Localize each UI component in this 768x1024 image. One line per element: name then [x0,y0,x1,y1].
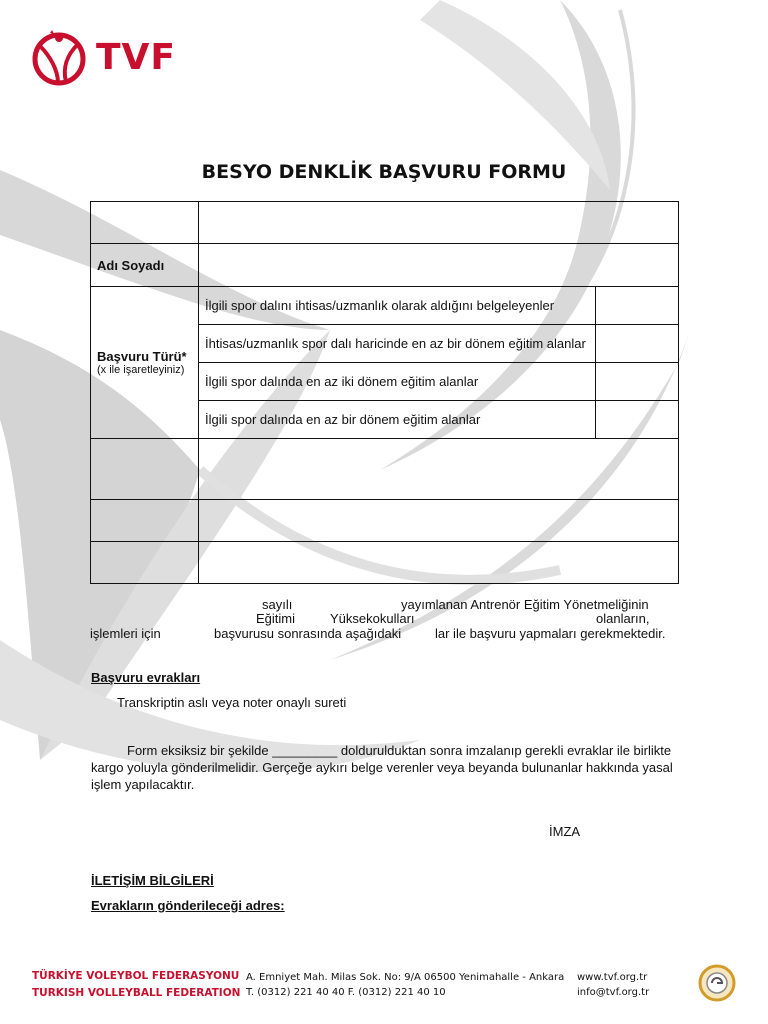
form-input-cell[interactable] [199,439,679,500]
form-cell-empty [91,542,199,584]
org-name-tr: TÜRKİYE VOLEYBOL FEDERASYONU [32,970,240,982]
option-checkbox-cell[interactable] [596,287,679,325]
form-input-cell[interactable] [199,202,679,244]
option-label: İhtisas/uzmanlık spor dalı haricinde en az bir dönem eğitim alanlar [199,325,596,363]
intro-text: başvurusu sonrasında aşağıdaki [214,626,402,641]
form-title: BESYO DENKLİK BAŞVURU FORMU [201,161,567,183]
option-label: İlgili spor dalında en az bir dönem eğitim alanlar [199,401,596,439]
footer-organization [32,968,240,1002]
name-label: Adı Soyadı [91,244,199,287]
logo-text: TVF [96,36,177,78]
contact-heading: İLETİŞİM BİLGİLERİ [91,873,214,888]
notice-text: kargo yoluyla gönderilmelidir. Gerçeğe aykırı belge verenler veya beyanda bulunanlar hakkında yasal [91,760,673,775]
option-label: İlgili spor dalında en az iki dönem eğitim alanlar [199,363,596,401]
application-type-label-cell [91,287,199,439]
intro-text: Eğitimi [256,611,296,626]
application-type-note: (x ile işaretleyiniz) [97,364,185,376]
documents-item: Transkriptin aslı veya noter onaylı sureti [117,695,347,710]
application-form-table [90,201,679,584]
intro-text: Yüksekokulları [330,611,415,626]
footer-web-block [577,970,649,1000]
application-type-label: Başvuru Türü* [97,349,187,364]
option-checkbox-cell[interactable] [596,401,679,439]
intro-text: sayılı [262,597,293,612]
option-label: İlgili spor dalını ihtisas/uzmanlık olarak aldığını belgeleyenler [199,287,596,325]
footer-phone: T. (0312) 221 40 40 F. (0312) 221 40 10 [246,987,446,998]
documents-heading: Başvuru evrakları [91,670,201,685]
tvf-logo [28,22,188,92]
footer-address: A. Emniyet Mah. Milas Sok. No: 9/A 06500 Yenimahalle - Ankara [246,972,565,983]
volleyball-icon [28,26,90,88]
intro-text: lar ile başvuru yapmaları gerekmektedir. [435,626,666,641]
footer-address-block [246,970,564,1000]
footer-email-link[interactable]: info@tvf.org.tr [577,987,650,998]
intro-text: yayımlanan Antrenör Eğitim Yönetmeliğinin [401,597,649,612]
footer-website-link[interactable]: www.tvf.org.tr [577,972,648,983]
address-label: Evrakların gönderileceği adres: [91,898,285,913]
form-cell-empty [91,202,199,244]
notice-text: Form eksiksiz bir şekilde _________ doldurulduktan sonra imzalanıp gerekli evraklar ile birlikte [127,743,672,758]
quality-seal-icon [698,964,736,1002]
form-input-cell[interactable] [199,500,679,542]
option-checkbox-cell[interactable] [596,363,679,401]
form-input-cell[interactable] [199,542,679,584]
signature-label: İMZA [549,824,581,839]
org-name-en: TURKISH VOLLEYBALL FEDERATION [32,987,241,999]
option-checkbox-cell[interactable] [596,325,679,363]
intro-text: olanların, [596,611,650,626]
notice-text: işlem yapılacaktır. [91,777,195,792]
form-cell-empty [91,500,199,542]
form-cell-empty [91,439,199,500]
intro-text: işlemleri için [90,626,161,641]
name-input-cell[interactable] [199,244,679,287]
